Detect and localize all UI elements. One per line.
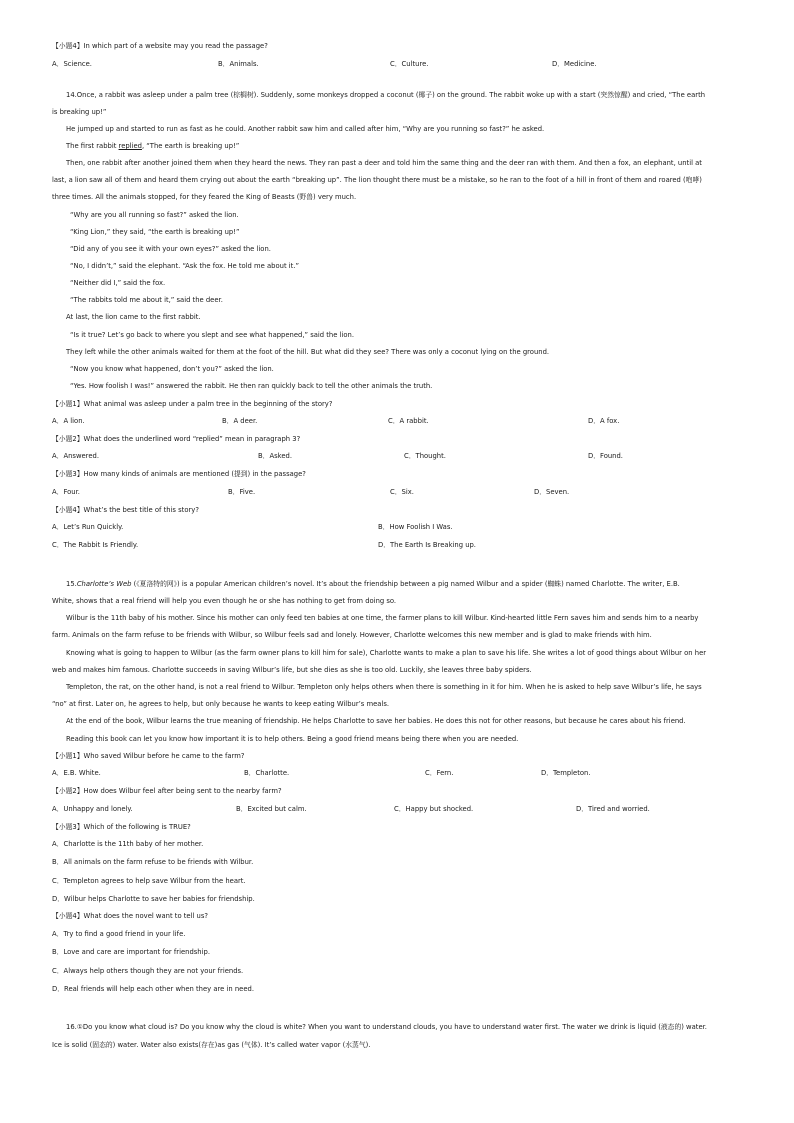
dialogue-line: “Why are you all running so fast?” asked the lion.: [70, 211, 239, 219]
dialogue-line: “King Lion,” they said, “the earth is breaking up!”: [70, 228, 240, 236]
option: B．Love and care are important for friendship.: [52, 948, 210, 956]
text: (《夏洛特的网》) is a popular American children’s novel. It’s about the friendship between a pig named Wilbur and a spider (蜘蛛) named Charlotte. The writer, E.B.: [131, 580, 680, 588]
passage-14-line: last, a lion saw all of them and heard them crying out about the earth “breaking up”. The lion thought there must be a mistake, so he ran to the foot of a hill in front of them and roared (咆哮): [52, 176, 702, 184]
question-15-2: 【小题2】How does Wilbur feel after being sent to the nearby farm?: [52, 787, 282, 795]
option: A．Four.: [52, 488, 80, 496]
passage-15-line: Wilbur is the 11th baby of his mother. Since his mother can only feed ten babies at one time, the farmer plans to kill Wilbur. Kind-hearted little Fern saves him and sends him to a nearby: [66, 614, 699, 622]
text: , “The earth is breaking up!”: [141, 142, 240, 150]
option: D．Found.: [588, 452, 623, 460]
dialogue-line: “Yes. How foolish I was!” answered the rabbit. He then ran quickly back to tell the other animals the truth.: [70, 382, 433, 390]
dialogue-line: “No, I didn’t,” said the elephant. “Ask the fox. He told me about it.”: [70, 262, 300, 270]
option: C．Six.: [390, 488, 414, 496]
text: The first rabbit: [66, 142, 119, 150]
passage-15-line: White, shows that a real friend will help you even though he or she has nothing to get from doing so.: [52, 597, 397, 605]
passage-14-line: three times. All the animals stopped, for they feared the King of Beasts (野兽) very much.: [52, 193, 357, 201]
passage-16-line: Ice is solid (固态的) water. Water also exists(存在)as gas (气体). It’s called water vapor (水蒸气).: [52, 1041, 371, 1049]
option: D．Wilbur helps Charlotte to save her babies for friendship.: [52, 895, 255, 903]
option: A．E.B. White.: [52, 769, 101, 777]
question-14-4: 【小题4】What’s the best title of this story?: [52, 506, 199, 514]
option: A．Charlotte is the 11th baby of her mother.: [52, 840, 204, 848]
option: B．Five.: [228, 488, 256, 496]
passage-14-line: 14.Once, a rabbit was asleep under a palm tree (棕榈树). Suddenly, some monkeys dropped a coconut (椰子) on the ground. The rabbit woke up with a start (突然惊醒) and cried, “The earth: [66, 91, 706, 99]
passage-14-line: [66, 142, 239, 151]
option: C．Templeton agrees to help save Wilbur from the heart.: [52, 877, 246, 885]
book-title: Charlotte’s Web: [76, 580, 132, 588]
passage-15-line: Knowing what is going to happen to Wilbur (as the farm owner plans to kill him for sale), Charlotte wants to make a plan to save his life. She writes a lot of good things about Wilbur on her: [66, 649, 707, 657]
passage-14-line: is breaking up!”: [52, 108, 107, 116]
option: C．Thought.: [404, 452, 446, 460]
option: B．Animals.: [218, 60, 259, 68]
question-15-4: 【小题4】What does the novel want to tell us?: [52, 912, 209, 920]
option: C．Culture.: [390, 60, 429, 68]
option: D．Real friends will help each other when they are in need.: [52, 985, 254, 993]
question-14-1: 【小题1】What animal was asleep under a palm tree in the beginning of the story?: [52, 400, 333, 408]
option: A．Answered.: [52, 452, 99, 460]
passage-15-line: farm. Animals on the farm refuse to be friends with Wilbur, so Wilbur feels sad and lonely. However, Charlotte welcomes this new member and is glad to make friends with him.: [52, 631, 652, 639]
option: D．Templeton.: [541, 769, 591, 777]
option: B．All animals on the farm refuse to be friends with Wilbur.: [52, 858, 254, 866]
option: D．The Earth Is Breaking up.: [378, 541, 476, 549]
option: B．Excited but calm.: [236, 805, 307, 813]
option: B．A deer.: [222, 417, 258, 425]
passage-16-line: 16.①Do you know what cloud is? Do you know why the cloud is white? When you want to understand clouds, you have to understand water first. The water we drink is liquid (液态的) water.: [66, 1023, 707, 1031]
question-13-4: 【小题4】In which part of a website may you read the passage?: [52, 42, 268, 50]
option: A．A lion.: [52, 417, 85, 425]
question-14-3: 【小题3】How many kinds of animals are mentioned (提到) in the passage?: [52, 470, 306, 478]
dialogue-line: “Neither did I,” said the fox.: [70, 279, 166, 287]
option: D．Tired and worried.: [576, 805, 650, 813]
option: D．Seven.: [534, 488, 570, 496]
question-14-2: 【小题2】What does the underlined word “replied” mean in paragraph 3?: [52, 435, 301, 443]
underlined-word: replied: [118, 142, 142, 150]
question-15-3: 【小题3】Which of the following is TRUE?: [52, 823, 191, 831]
passage-15-line: Templeton, the rat, on the other hand, is not a real friend to Wilbur. Templeton only helps others when there is something in it for him. When he is asked to help save Wilbur’s life, he says: [66, 683, 702, 691]
option: A．Try to find a good friend in your life.: [52, 930, 186, 938]
option: D．A fox.: [588, 417, 620, 425]
option: A．Let’s Run Quickly.: [52, 523, 124, 531]
passage-15-line: Reading this book can let you know how important it is to help others. Being a good friend means being there when you are needed.: [66, 735, 519, 743]
option: B．How Foolish I Was.: [378, 523, 453, 531]
dialogue-line: “Is it true? Let’s go back to where you slept and see what happened,” said the lion.: [70, 331, 354, 339]
option: B．Charlotte.: [244, 769, 290, 777]
question-15-1: 【小题1】Who saved Wilbur before he came to the farm?: [52, 752, 245, 760]
option: C．Always help others though they are not your friends.: [52, 967, 244, 975]
passage-15-line: At the end of the book, Wilbur learns the true meaning of friendship. He helps Charlotte to save her babies. He does this not for other reasons, but because he cares about his friend.: [66, 717, 686, 725]
passage-14-line: Then, one rabbit after another joined them when they heard the news. They ran past a deer and told him the same thing and the deer ran with them. And then a fox, an elephant, until at: [66, 159, 702, 167]
dialogue-line: They left while the other animals waited for them at the foot of the hill. But what did they see? There was only a coconut lying on the ground.: [66, 348, 550, 356]
option: D．Medicine.: [552, 60, 597, 68]
dialogue-line: At last, the lion came to the first rabbit.: [66, 313, 201, 321]
option: C．The Rabbit Is Friendly.: [52, 541, 139, 549]
option: A．Unhappy and lonely.: [52, 805, 133, 813]
dialogue-line: “Now you know what happened, don’t you?” asked the lion.: [70, 365, 274, 373]
text: 15.: [66, 580, 77, 588]
option: B．Asked.: [258, 452, 293, 460]
passage-15-line: web and makes him famous. Charlotte succeeds in saving Wilbur’s life, but she dies as she is too old. Luckily, she leaves three baby spiders.: [52, 666, 532, 674]
dialogue-line: “Did any of you see it with your own eyes?” asked the lion.: [70, 245, 271, 253]
passage-15-line: “no” at first. Later on, he agrees to help, but only because he wants to keep eating Wilbur’s meals.: [52, 700, 390, 708]
option: C．Happy but shocked.: [394, 805, 474, 813]
option: C．A rabbit.: [388, 417, 429, 425]
dialogue-line: “The rabbits told me about it,” said the deer.: [70, 296, 223, 304]
passage-14-line: He jumped up and started to run as fast as he could. Another rabbit saw him and called after him, “Why are you running so fast?” he asked.: [66, 125, 545, 133]
option: C．Fern.: [425, 769, 454, 777]
passage-15-line: [66, 580, 680, 589]
option: A．Science.: [52, 60, 92, 68]
